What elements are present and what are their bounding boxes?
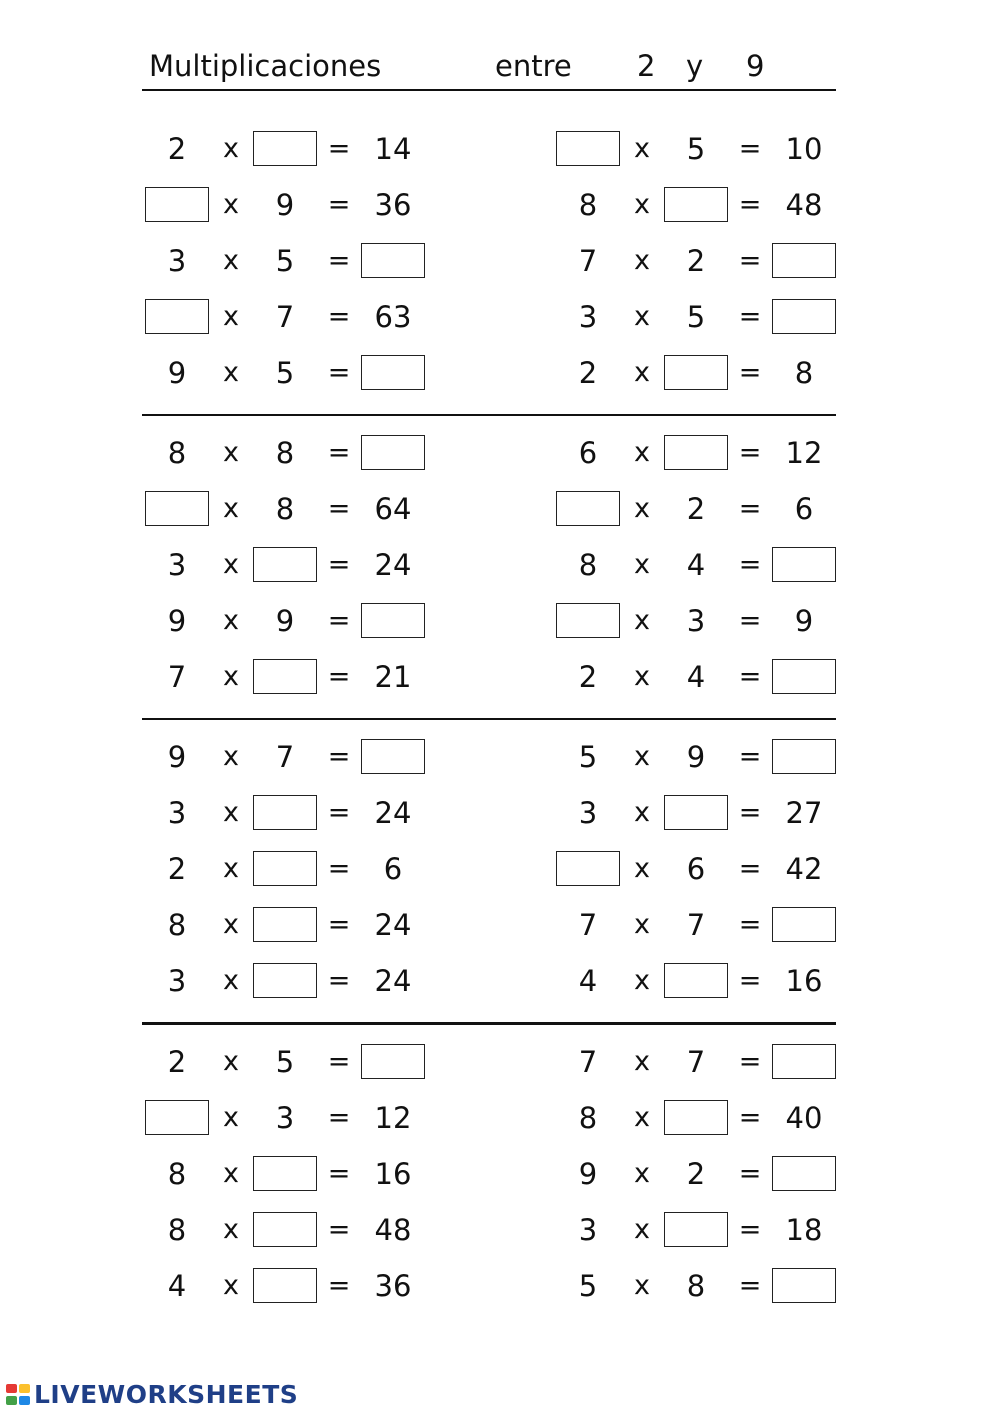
times-sign: x bbox=[223, 301, 239, 332]
title-entre: entre bbox=[495, 49, 572, 83]
product-value: 10 bbox=[785, 132, 823, 166]
factor-1-value: 7 bbox=[578, 244, 598, 278]
product-answer-box[interactable] bbox=[361, 355, 425, 390]
times-sign: x bbox=[634, 797, 650, 828]
product-value: 14 bbox=[374, 132, 412, 166]
factor-1-value: 2 bbox=[578, 660, 598, 694]
equals-sign: = bbox=[327, 965, 351, 996]
factor-1-value: 7 bbox=[578, 1045, 598, 1079]
factor-1-value: 2 bbox=[578, 356, 598, 390]
product-value: 48 bbox=[374, 1213, 412, 1247]
footer-logo bbox=[6, 1380, 298, 1410]
liveworksheets-logo-icon bbox=[6, 1384, 32, 1406]
factor-2-value: 5 bbox=[686, 300, 706, 334]
factor-2-value: 2 bbox=[686, 1157, 706, 1191]
factor-2-value: 2 bbox=[686, 492, 706, 526]
equals-sign: = bbox=[327, 493, 351, 524]
equals-sign: = bbox=[738, 909, 762, 940]
section-divider bbox=[142, 1022, 836, 1025]
product-value: 21 bbox=[374, 660, 412, 694]
product-value: 24 bbox=[374, 964, 412, 998]
factor-2-value: 5 bbox=[686, 132, 706, 166]
times-sign: x bbox=[223, 1102, 239, 1133]
factor-1-value: 8 bbox=[167, 908, 187, 942]
times-sign: x bbox=[634, 549, 650, 580]
equals-sign: = bbox=[738, 1046, 762, 1077]
product-answer-box[interactable] bbox=[772, 547, 836, 582]
times-sign: x bbox=[223, 493, 239, 524]
times-sign: x bbox=[634, 965, 650, 996]
equals-sign: = bbox=[738, 965, 762, 996]
product-answer-box[interactable] bbox=[772, 243, 836, 278]
times-sign: x bbox=[634, 661, 650, 692]
factor-1-value: 2 bbox=[167, 1045, 187, 1079]
title-range-to: 9 bbox=[746, 49, 765, 83]
equals-sign: = bbox=[738, 549, 762, 580]
equals-sign: = bbox=[327, 797, 351, 828]
product-answer-box[interactable] bbox=[772, 907, 836, 942]
equals-sign: = bbox=[327, 741, 351, 772]
factor-2-value: 8 bbox=[686, 1269, 706, 1303]
equals-sign: = bbox=[738, 797, 762, 828]
factor-2-value: 9 bbox=[686, 740, 706, 774]
times-sign: x bbox=[634, 493, 650, 524]
times-sign: x bbox=[223, 1214, 239, 1245]
factor-1-value: 9 bbox=[578, 1157, 598, 1191]
times-sign: x bbox=[223, 965, 239, 996]
product-answer-box[interactable] bbox=[361, 739, 425, 774]
equals-sign: = bbox=[327, 605, 351, 636]
times-sign: x bbox=[634, 741, 650, 772]
factor-2-value: 5 bbox=[275, 244, 295, 278]
equals-sign: = bbox=[327, 245, 351, 276]
equals-sign: = bbox=[738, 245, 762, 276]
section-divider bbox=[142, 414, 836, 416]
factor-1-value: 4 bbox=[578, 964, 598, 998]
equals-sign: = bbox=[327, 1102, 351, 1133]
times-sign: x bbox=[634, 1102, 650, 1133]
factor-1-value: 8 bbox=[578, 188, 598, 222]
factor-2-value: 7 bbox=[275, 740, 295, 774]
times-sign: x bbox=[634, 853, 650, 884]
times-sign: x bbox=[223, 1158, 239, 1189]
times-sign: x bbox=[634, 133, 650, 164]
equals-sign: = bbox=[738, 853, 762, 884]
factor-1-value: 3 bbox=[167, 244, 187, 278]
product-value: 6 bbox=[383, 852, 403, 886]
times-sign: x bbox=[223, 1046, 239, 1077]
times-sign: x bbox=[223, 797, 239, 828]
equals-sign: = bbox=[327, 661, 351, 692]
factor-2-value: 3 bbox=[686, 604, 706, 638]
product-answer-box[interactable] bbox=[361, 1044, 425, 1079]
section-divider bbox=[142, 718, 836, 720]
equals-sign: = bbox=[738, 661, 762, 692]
factor-1-value: 9 bbox=[167, 356, 187, 390]
times-sign: x bbox=[223, 741, 239, 772]
times-sign: x bbox=[634, 245, 650, 276]
product-value: 6 bbox=[794, 492, 814, 526]
factor-1-value: 4 bbox=[167, 1269, 187, 1303]
product-value: 24 bbox=[374, 908, 412, 942]
product-value: 12 bbox=[785, 436, 823, 470]
footer-brand: LIVEWORKSHEETS bbox=[34, 1380, 299, 1409]
factor-2-value: 8 bbox=[275, 492, 295, 526]
factor-2-value: 2 bbox=[686, 244, 706, 278]
product-value: 9 bbox=[794, 604, 814, 638]
product-answer-box[interactable] bbox=[772, 299, 836, 334]
times-sign: x bbox=[634, 1214, 650, 1245]
factor-1-value: 3 bbox=[167, 964, 187, 998]
product-answer-box[interactable] bbox=[772, 659, 836, 694]
factor-2-value: 6 bbox=[686, 852, 706, 886]
times-sign: x bbox=[634, 301, 650, 332]
product-answer-box[interactable] bbox=[772, 1156, 836, 1191]
product-value: 16 bbox=[374, 1157, 412, 1191]
header-divider bbox=[142, 89, 836, 91]
equals-sign: = bbox=[327, 1158, 351, 1189]
times-sign: x bbox=[223, 189, 239, 220]
product-value: 27 bbox=[785, 796, 823, 830]
equals-sign: = bbox=[327, 1270, 351, 1301]
title-y: y bbox=[686, 49, 704, 83]
product-answer-box[interactable] bbox=[772, 739, 836, 774]
equals-sign: = bbox=[738, 1158, 762, 1189]
equals-sign: = bbox=[738, 1214, 762, 1245]
times-sign: x bbox=[223, 605, 239, 636]
factor-1-value: 5 bbox=[578, 1269, 598, 1303]
product-value: 40 bbox=[785, 1101, 823, 1135]
times-sign: x bbox=[223, 133, 239, 164]
times-sign: x bbox=[223, 437, 239, 468]
equals-sign: = bbox=[327, 1214, 351, 1245]
equals-sign: = bbox=[327, 437, 351, 468]
product-value: 18 bbox=[785, 1213, 823, 1247]
equals-sign: = bbox=[327, 549, 351, 580]
times-sign: x bbox=[634, 357, 650, 388]
equals-sign: = bbox=[738, 301, 762, 332]
times-sign: x bbox=[223, 853, 239, 884]
factor-1-value: 9 bbox=[167, 604, 187, 638]
product-value: 24 bbox=[374, 796, 412, 830]
factor-1-value: 2 bbox=[167, 132, 187, 166]
product-value: 64 bbox=[374, 492, 412, 526]
equals-sign: = bbox=[738, 357, 762, 388]
equals-sign: = bbox=[738, 133, 762, 164]
times-sign: x bbox=[223, 1270, 239, 1301]
factor-2-value: 4 bbox=[686, 548, 706, 582]
product-value: 12 bbox=[374, 1101, 412, 1135]
factor-2-value: 7 bbox=[275, 300, 295, 334]
product-value: 36 bbox=[374, 188, 412, 222]
product-value: 8 bbox=[794, 356, 814, 390]
factor-2-value: 5 bbox=[275, 356, 295, 390]
factor-1-value: 8 bbox=[578, 1101, 598, 1135]
times-sign: x bbox=[634, 1158, 650, 1189]
equals-sign: = bbox=[327, 301, 351, 332]
equals-sign: = bbox=[327, 357, 351, 388]
factor-2-value: 7 bbox=[686, 1045, 706, 1079]
times-sign: x bbox=[634, 1046, 650, 1077]
factor-1-value: 3 bbox=[167, 796, 187, 830]
product-value: 24 bbox=[374, 548, 412, 582]
factor-1-value: 7 bbox=[167, 660, 187, 694]
times-sign: x bbox=[634, 909, 650, 940]
factor-1-value: 3 bbox=[578, 796, 598, 830]
times-sign: x bbox=[634, 437, 650, 468]
product-answer-box[interactable] bbox=[361, 603, 425, 638]
factor-1-value: 8 bbox=[167, 1213, 187, 1247]
factor-1-value: 2 bbox=[167, 852, 187, 886]
factor-2-value: 8 bbox=[275, 436, 295, 470]
product-value: 16 bbox=[785, 964, 823, 998]
product-answer-box[interactable] bbox=[361, 243, 425, 278]
factor-1-value: 7 bbox=[578, 908, 598, 942]
equals-sign: = bbox=[738, 493, 762, 524]
factor-1-value: 3 bbox=[578, 300, 598, 334]
equals-sign: = bbox=[738, 437, 762, 468]
factor-1-value: 8 bbox=[578, 548, 598, 582]
equals-sign: = bbox=[738, 605, 762, 636]
equals-sign: = bbox=[327, 909, 351, 940]
product-answer-box[interactable] bbox=[772, 1044, 836, 1079]
factor-2-value: 4 bbox=[686, 660, 706, 694]
times-sign: x bbox=[223, 549, 239, 580]
equals-sign: = bbox=[738, 189, 762, 220]
times-sign: x bbox=[223, 661, 239, 692]
product-value: 42 bbox=[785, 852, 823, 886]
equals-sign: = bbox=[327, 853, 351, 884]
times-sign: x bbox=[634, 605, 650, 636]
equals-sign: = bbox=[327, 1046, 351, 1077]
product-answer-box[interactable] bbox=[772, 1268, 836, 1303]
factor-1-value: 3 bbox=[578, 1213, 598, 1247]
title-range-from: 2 bbox=[637, 49, 656, 83]
times-sign: x bbox=[223, 357, 239, 388]
equals-sign: = bbox=[327, 133, 351, 164]
product-value: 36 bbox=[374, 1269, 412, 1303]
times-sign: x bbox=[223, 245, 239, 276]
product-value: 48 bbox=[785, 188, 823, 222]
factor-1-value: 3 bbox=[167, 548, 187, 582]
factor-1-value: 8 bbox=[167, 1157, 187, 1191]
equals-sign: = bbox=[738, 741, 762, 772]
factor-2-value: 3 bbox=[275, 1101, 295, 1135]
product-answer-box[interactable] bbox=[361, 435, 425, 470]
equals-sign: = bbox=[327, 189, 351, 220]
times-sign: x bbox=[634, 189, 650, 220]
times-sign: x bbox=[634, 1270, 650, 1301]
equals-sign: = bbox=[738, 1270, 762, 1301]
factor-1-value: 6 bbox=[578, 436, 598, 470]
factor-2-value: 7 bbox=[686, 908, 706, 942]
factor-1-value: 5 bbox=[578, 740, 598, 774]
factor-2-value: 5 bbox=[275, 1045, 295, 1079]
factor-1-value: 8 bbox=[167, 436, 187, 470]
factor-1-value: 9 bbox=[167, 740, 187, 774]
worksheet-title: Multiplicaciones bbox=[149, 49, 382, 83]
times-sign: x bbox=[223, 909, 239, 940]
product-value: 63 bbox=[374, 300, 412, 334]
equals-sign: = bbox=[738, 1102, 762, 1133]
factor-2-value: 9 bbox=[275, 604, 295, 638]
factor-2-value: 9 bbox=[275, 188, 295, 222]
